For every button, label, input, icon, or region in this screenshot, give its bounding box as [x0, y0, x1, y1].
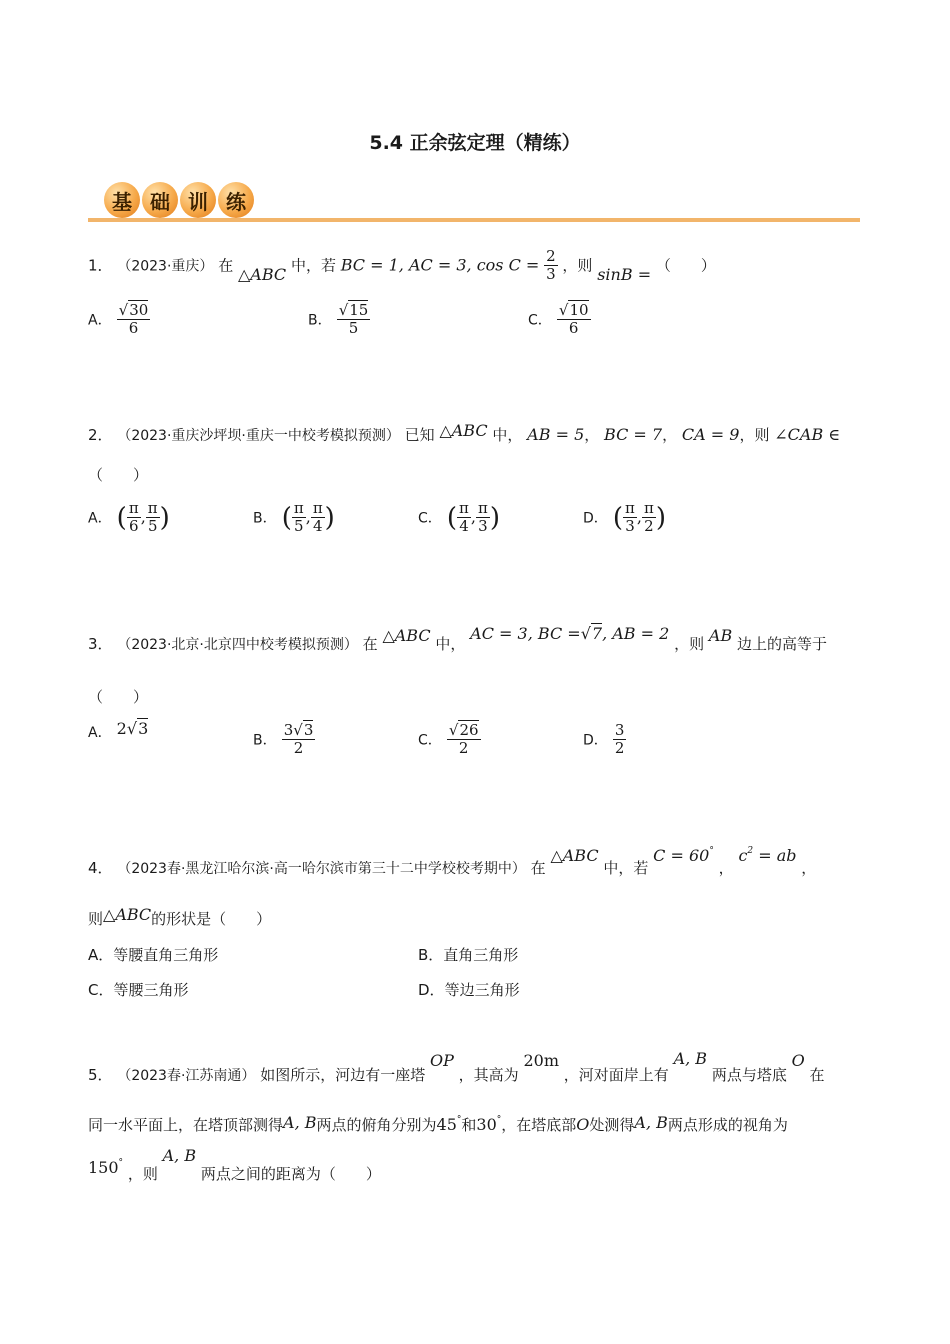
option-label: B． — [308, 312, 332, 329]
option-label: D． — [418, 981, 445, 999]
page-title: 5.4 正余弦定理（精练） — [369, 132, 581, 154]
question-text: ，则 — [127, 1165, 158, 1183]
question-text: 在 — [362, 635, 378, 653]
question-text: 边上的高等于 — [737, 635, 828, 653]
points-name: A, B — [673, 1049, 708, 1068]
question-1 — [88, 248, 716, 284]
triangle-name: △ABC — [550, 846, 599, 865]
question-text: 在 — [218, 256, 234, 275]
option-d — [418, 979, 520, 1000]
condition: AC = 3, BC =√7, AB = 2 — [470, 624, 670, 643]
question-5-line-2: 同一水平面上，在塔顶部测得A, B两点的俯角分别为45°和30°，在塔底部O处测得A, B两点形成的视角为 — [88, 1113, 788, 1134]
question-text: 中， — [435, 635, 466, 653]
option-d — [583, 722, 626, 758]
option-a — [88, 719, 149, 742]
question-source: （2023春·黑龙江哈尔滨·高一哈尔滨市第三十二中学校校考期中） — [117, 861, 526, 877]
side-name: AB — [708, 626, 733, 645]
question-text: 中， — [492, 426, 523, 444]
option-label: D． — [583, 510, 608, 527]
question-text: 两点的俯角分别为 — [316, 1116, 437, 1134]
option-value: $\frac{√10}{6}$ — [558, 301, 589, 338]
question-4: 4． （2023春·黑龙江哈尔滨·高一哈尔滨市第三十二中学校校考期中） 在 △ABC 中，若 C = 60° ， $c^2$ = ab ， — [88, 846, 817, 877]
question-text: ，则 — [562, 256, 593, 275]
question-text: 如图所示，河边有一座塔 — [260, 1066, 426, 1084]
tower-name: OP — [430, 1051, 454, 1070]
option-a — [88, 302, 150, 338]
asked-value: sinB = — [597, 265, 652, 285]
option-label: A． — [88, 725, 112, 741]
option-b: B． ( $\frac{\pi}{5}$ , $\frac{\pi}{4}$ ) — [253, 499, 335, 536]
option-label: C． — [418, 732, 442, 749]
question-number: 3． — [88, 635, 113, 653]
option-text: 等腰直角三角形 — [113, 946, 219, 964]
banner-char: 基 — [104, 182, 140, 218]
option-c: C． ( $\frac{\pi}{4}$ , $\frac{\pi}{3}$ ) — [418, 499, 500, 536]
question-text: 在 — [809, 1066, 825, 1084]
point-name: O — [576, 1115, 590, 1134]
triangle-name: △ABC — [382, 626, 431, 645]
question-5 — [88, 1049, 825, 1085]
question-text: ，在塔底部 — [501, 1116, 577, 1134]
question-number: 4． — [88, 859, 113, 877]
question-5-line-3 — [88, 1146, 381, 1184]
option-label: A． — [88, 510, 112, 527]
points-name: A, B — [162, 1146, 197, 1165]
option-a: A． ( $\frac{\pi}{6}$ , $\frac{\pi}{5}$ ) — [88, 499, 170, 536]
angle-value: 30° — [476, 1115, 502, 1134]
banner-char: 础 — [142, 182, 178, 218]
question-text: 两点与塔底 — [711, 1066, 787, 1084]
tower-height: 20m — [523, 1051, 559, 1070]
option-b — [418, 944, 518, 965]
option-d: D． ( $\frac{\pi}{3}$ , $\frac{\pi}{2}$ ) — [583, 499, 666, 536]
condition: BC = 1, AC = 3, cos C = — [340, 255, 540, 275]
condition: $c^2$ = ab — [738, 846, 797, 865]
asked-value: ∠CAB ∈ — [774, 425, 841, 444]
condition: C = 60° — [653, 846, 714, 865]
option-text: 等边三角形 — [444, 981, 520, 999]
option-value: $\frac{3}{2}$ — [614, 721, 625, 758]
option-label: D． — [583, 732, 608, 749]
point-name: O — [791, 1051, 805, 1070]
question-text: 处测得 — [589, 1116, 635, 1134]
triangle-name: △ABC — [439, 421, 488, 440]
option-label: A． — [88, 312, 112, 329]
answer-blank: （ ） — [88, 466, 149, 484]
angle-value: 150° — [88, 1158, 124, 1177]
question-text: 则 — [88, 910, 104, 928]
option-label: A． — [88, 946, 114, 964]
question-text: ， — [801, 859, 817, 877]
points-name: A, B — [634, 1113, 668, 1132]
option-value: $\frac{3√3}{2}$ — [283, 721, 314, 758]
condition: AB = 5 — [527, 425, 585, 444]
question-source: （2023春·江苏南通） — [117, 1068, 256, 1084]
question-text: 两点之间的距离为（ ） — [200, 1165, 381, 1183]
option-text: 直角三角形 — [443, 946, 519, 964]
fraction: $\frac{2}{3}$ — [546, 247, 556, 284]
question-4-line-2 — [88, 905, 272, 929]
points-name: A, B — [283, 1113, 317, 1132]
option-label: C． — [528, 312, 552, 329]
question-text: 的形状是（ ） — [151, 910, 272, 928]
option-text: 等腰三角形 — [113, 981, 189, 999]
option-a — [88, 944, 218, 965]
answer-blank: （ ） — [88, 688, 149, 706]
triangle-name: △ABC — [238, 265, 287, 285]
option-b — [253, 722, 315, 758]
question-text: 在 — [530, 859, 546, 877]
question-text: 同一水平面上，在塔顶部测得 — [88, 1116, 284, 1134]
answer-blank: （ ） — [655, 256, 716, 275]
banner-char: 练 — [218, 182, 254, 218]
condition: BC = 7 — [604, 425, 663, 444]
section-divider — [88, 218, 860, 222]
question-text: 两点形成的视角为 — [667, 1116, 788, 1134]
option-label: B． — [253, 732, 277, 749]
question-text: 中，若 — [603, 859, 649, 877]
condition: CA = 9 — [681, 425, 740, 444]
angle-value: 45° — [436, 1115, 462, 1134]
question-2: 2． （2023·重庆沙坪坝·重庆一中校考模拟预测） 已知 △ABC 中， AB = 5， BC = 7， CA = 9，则 ∠CAB ∈ — [88, 421, 841, 444]
option-label: C． — [88, 981, 114, 999]
option-value: $\frac{√30}{6}$ — [118, 301, 149, 338]
question-number: 1． — [88, 256, 113, 275]
question-text: ，则 — [739, 426, 770, 444]
option-value: $\frac{√15}{5}$ — [338, 301, 369, 338]
option-c — [528, 302, 591, 338]
triangle-name: △ABC — [103, 905, 152, 924]
option-value: $\frac{√26}{2}$ — [448, 721, 479, 758]
question-text: ，则 — [674, 635, 705, 653]
question-3 — [88, 624, 828, 654]
question-number: 5． — [88, 1066, 113, 1084]
banner-char: 训 — [180, 182, 216, 218]
question-source: （2023·北京·北京四中校考模拟预测） — [117, 637, 358, 653]
option-label: C． — [418, 510, 442, 527]
question-source: （2023·重庆沙坪坝·重庆一中校考模拟预测） — [117, 428, 400, 444]
question-number: 2． — [88, 426, 113, 444]
question-source: （2023·重庆） — [117, 258, 214, 275]
question-text: 中，若 — [290, 256, 336, 275]
option-value: 2√3 — [116, 719, 149, 738]
section-banner — [104, 182, 254, 220]
question-text: 已知 — [404, 426, 435, 444]
option-c — [418, 722, 481, 758]
question-text: ，河对面岸上有 — [563, 1066, 669, 1084]
option-label: B． — [253, 510, 277, 527]
option-b — [308, 302, 370, 338]
option-c — [88, 979, 189, 1000]
question-text: ，其高为 — [458, 1066, 519, 1084]
option-label: B． — [418, 946, 444, 964]
